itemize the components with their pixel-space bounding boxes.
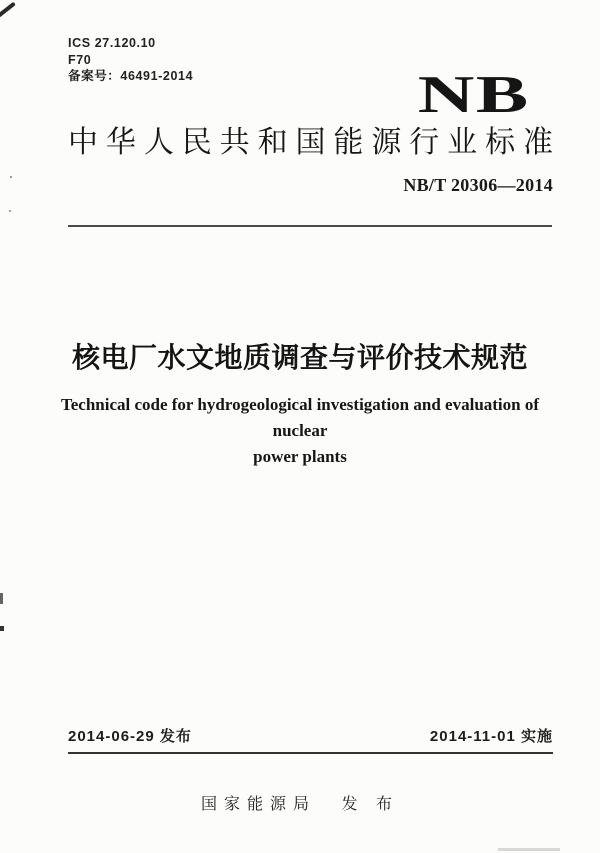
header-divider-rule — [68, 225, 552, 227]
publisher-name: 国家能源局 — [201, 796, 317, 813]
classification-block — [68, 35, 193, 85]
nb-logo: NB — [418, 66, 530, 124]
publisher-line — [0, 791, 600, 814]
document-title-english — [36, 392, 564, 470]
standard-number: NB/T 20306—2014 — [403, 175, 553, 195]
implementation-date: 2014-11-01 实施 — [429, 728, 553, 745]
dates-row — [68, 725, 553, 754]
scan-speck — [9, 210, 11, 212]
title-english-line1: Technical code for hydrogeological investigation and evaluation of nuclear — [60, 395, 540, 440]
publish-action-label: 发 布 — [341, 796, 399, 813]
standard-type-heading: 中华人民共和国能源行业标准 — [68, 126, 553, 159]
document-title-chinese: 核电厂水文地质调查与评价技术规范 — [71, 342, 528, 373]
record-number: 备案号：46491-2014 — [68, 69, 194, 83]
ics-code: ICS 27.120.10 — [68, 36, 156, 50]
title-english-line2: power plants — [253, 447, 347, 466]
scan-corner-artifact — [0, 2, 16, 19]
scan-edge-artifact — [0, 626, 4, 631]
issue-date: 2014-06-29 发布 — [68, 728, 192, 745]
scan-speck — [10, 176, 12, 178]
scan-edge-artifact — [0, 593, 3, 604]
class-code: F70 — [68, 52, 92, 67]
scan-smudge-artifact — [498, 848, 560, 851]
